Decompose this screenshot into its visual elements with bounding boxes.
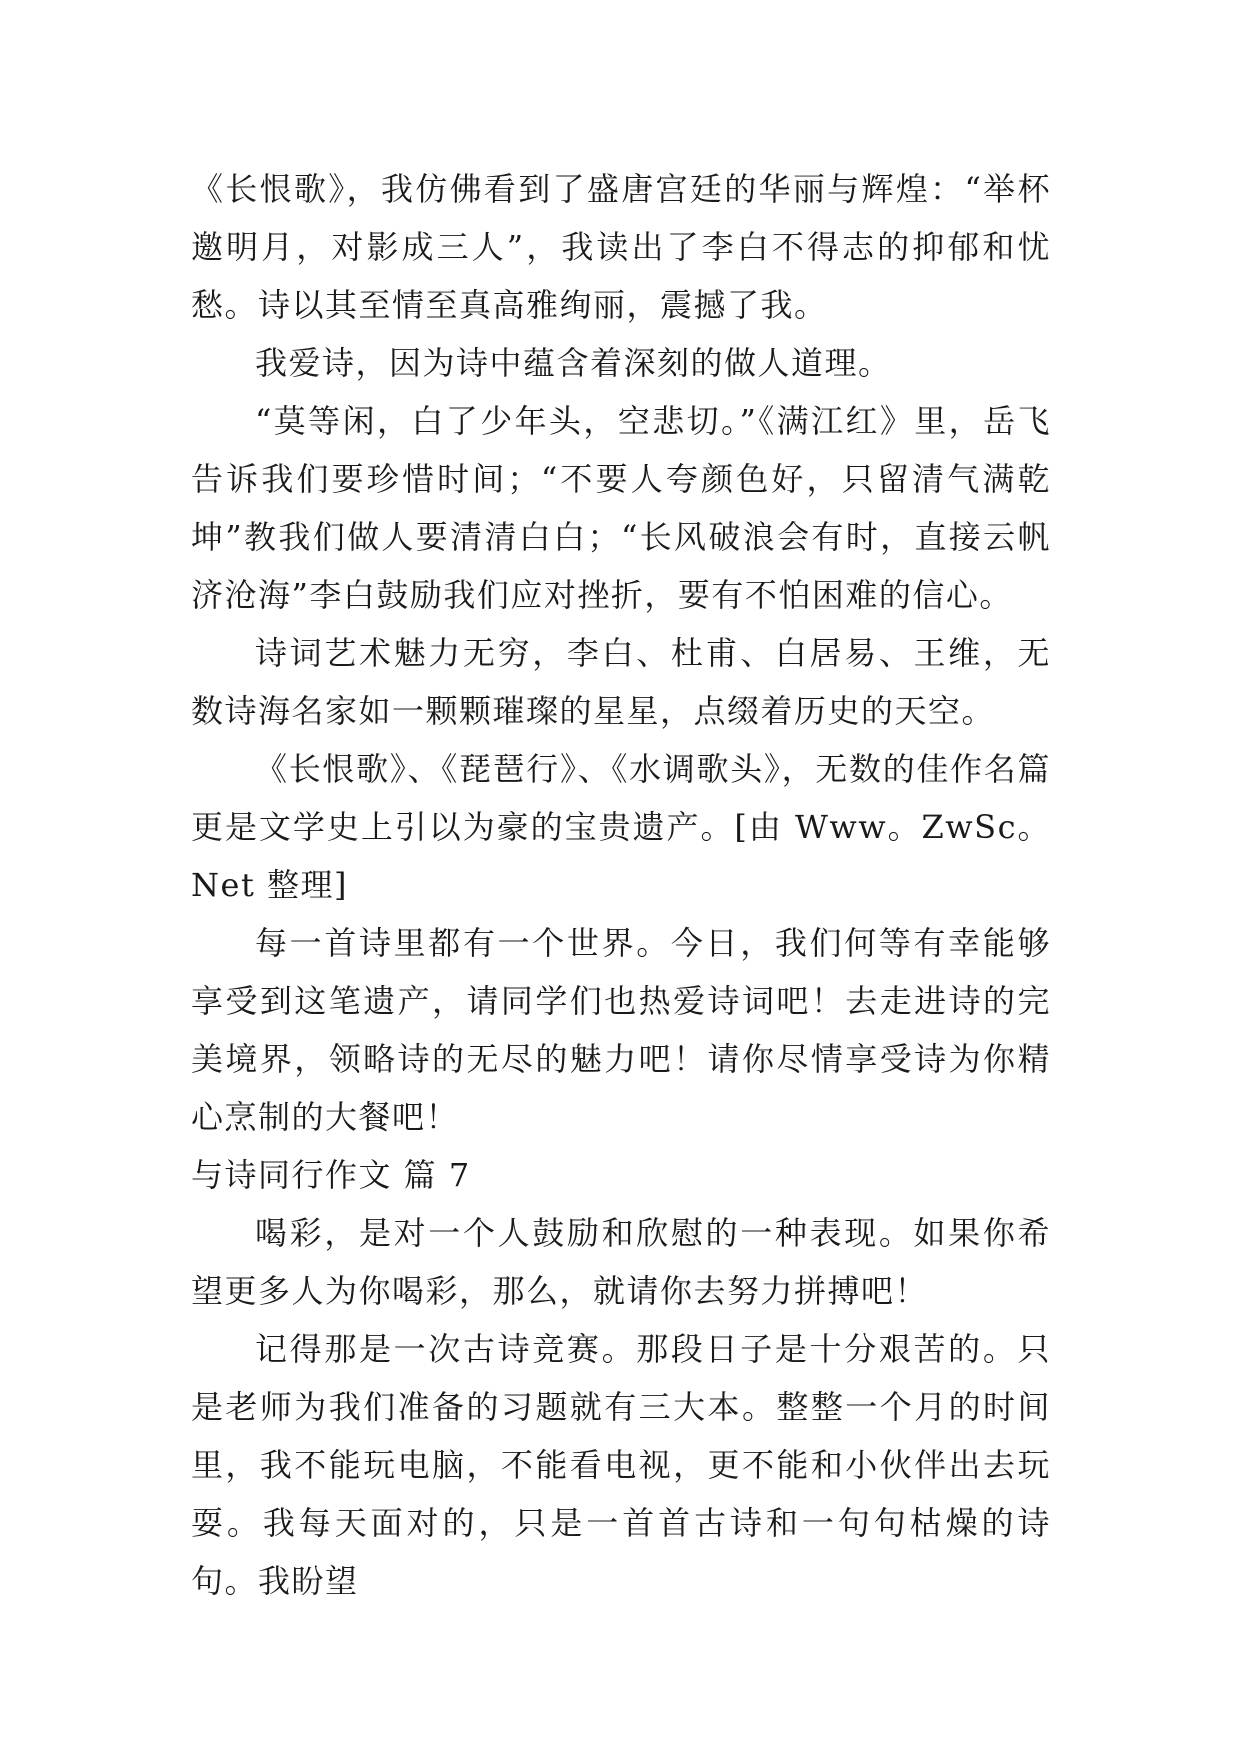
paragraph: “莫等闲，白了少年头，空悲切。”《满江红》里，岳飞告诉我们要珍惜时间；“不要人夸颜色好，只留清气满乾坤”教我们做人要清清白白；“长风破浪会有时，直接云帆济沧海”李白鼓励我们应对挫折，要有不怕困难的信心。	[191, 402, 1051, 614]
section-heading: 与诗同行作文 篇 7	[191, 1156, 471, 1194]
paragraph: 诗词艺术魅力无穷，李白、杜甫、白居易、王维，无数诗海名家如一颗颗璀璨的星星，点缀着历史的天空。	[191, 634, 1051, 730]
paragraph: 《长恨歌》，我仿佛看到了盛唐宫廷的华丽与辉煌：“举杯邀明月，对影成三人”，我读出了李白不得志的抑郁和忧愁。诗以其至情至真高雅绚丽，震撼了我。	[191, 170, 1051, 324]
paragraph: 我爱诗，因为诗中蕴含着深刻的做人道理。	[255, 344, 892, 382]
paragraph: 《长恨歌》、《琵琶行》、《水调歌头》，无数的佳作名篇更是文学史上引以为豪的宝贵遗产。[由 Www。ZwSc。Net 整理]	[191, 750, 1051, 904]
paragraph: 记得那是一次古诗竞赛。那段日子是十分艰苦的。只是老师为我们准备的习题就有三大本。整整一个月的时间里，我不能玩电脑，不能看电视，更不能和小伙伴出去玩耍。我每天面对的，只是一首首古诗和一句句枯燥的诗句。我盼望	[191, 1330, 1051, 1600]
document-page	[191, 160, 1051, 1610]
paragraph: 喝彩，是对一个人鼓励和欣慰的一种表现。如果你希望更多人为你喝彩，那么，就请你去努力拼搏吧！	[191, 1214, 1051, 1310]
paragraph: 每一首诗里都有一个世界。今日，我们何等有幸能够享受到这笔遗产，请同学们也热爱诗词吧！去走进诗的完美境界，领略诗的无尽的魅力吧！请你尽情享受诗为你精心烹制的大餐吧！	[191, 924, 1051, 1136]
